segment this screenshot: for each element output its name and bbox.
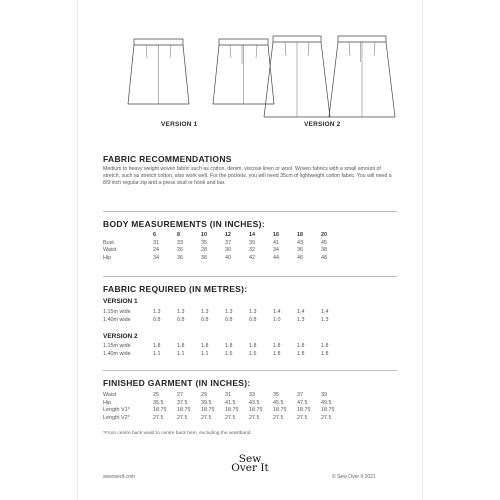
table-row	[103, 308, 345, 316]
size-header: 14	[249, 231, 255, 238]
table-cell: 0.8	[201, 316, 209, 323]
divider	[103, 276, 397, 277]
size-header: 16	[273, 231, 279, 238]
table-cell: 24	[153, 247, 159, 254]
table-cell: 1.3	[225, 308, 233, 315]
table-cell: 35.5	[153, 399, 164, 406]
table-cell: 0.8	[177, 316, 185, 323]
table-cell: 27.5	[321, 415, 332, 422]
divider	[103, 370, 397, 371]
table-cell: 1.5	[225, 350, 233, 357]
table-row	[103, 407, 345, 415]
table-cell: 1.5	[249, 350, 257, 357]
table-cell: 37	[225, 239, 231, 246]
table-row	[103, 414, 345, 422]
table-cell: 27.5	[177, 415, 188, 422]
table-cell: 27.5	[225, 415, 236, 422]
row-label: Waist	[103, 391, 117, 398]
table-cell: 43	[297, 239, 303, 246]
table-cell: 35	[201, 239, 207, 246]
table-cell: 27	[177, 391, 183, 398]
table-cell: 1.8	[297, 350, 305, 357]
footer-website: sewoverit.com	[103, 474, 135, 480]
table-cell: 46	[297, 255, 303, 262]
table-cell: 1.8	[273, 350, 281, 357]
table-cell: 39	[321, 391, 327, 398]
table-row	[103, 254, 345, 262]
table-cell: 33	[177, 239, 183, 246]
table-cell: 41	[273, 239, 279, 246]
table-cell: 37.5	[177, 399, 188, 406]
table-row	[103, 342, 345, 350]
table-cell: 18.75	[249, 407, 263, 414]
table-cell: 1.1	[177, 350, 185, 357]
table-cell: 31	[225, 391, 231, 398]
table-cell: 38	[321, 247, 327, 254]
table-cell: 37	[297, 391, 303, 398]
table-cell: 45	[321, 239, 327, 246]
version-2-back-drawing	[329, 36, 395, 117]
table-cell: 18.75	[225, 407, 239, 414]
version-2-front-drawing	[264, 36, 330, 117]
row-label: Waist	[103, 247, 117, 254]
table-row	[103, 316, 345, 324]
table-row	[103, 399, 345, 407]
table-cell: 1.3	[153, 308, 161, 315]
table-cell: 0.8	[249, 316, 257, 323]
table-cell: 34	[153, 255, 159, 262]
table-cell: 1.3	[177, 308, 185, 315]
size-header: 10	[201, 231, 207, 238]
table-cell: 31	[153, 239, 159, 246]
table-cell: 1.3	[297, 316, 305, 323]
finished-garment-table	[103, 391, 345, 422]
row-label: Length V1*	[103, 407, 130, 414]
table-cell: 1.8	[201, 342, 209, 349]
table-cell: 40	[225, 255, 231, 262]
pattern-info-sheet	[78, 0, 422, 500]
table-cell: 1.4	[321, 308, 329, 315]
table-cell: 26	[177, 247, 183, 254]
table-cell: 43.5	[249, 399, 260, 406]
table-cell: 30	[225, 247, 231, 254]
table-cell: 36	[297, 247, 303, 254]
row-label: Bust	[103, 239, 114, 246]
row-label: Hip	[103, 399, 112, 406]
fabric-required-heading: FABRIC REQUIRED (IN METRES):	[103, 284, 248, 294]
table-cell: 47.5	[297, 399, 308, 406]
body-measurements-table	[103, 231, 345, 262]
table-cell: 27.5	[153, 415, 164, 422]
divider	[103, 211, 397, 212]
table-cell: 1.3	[201, 308, 209, 315]
table-cell: 1.8	[249, 342, 257, 349]
logo-line-2: Over It	[231, 462, 269, 474]
table-cell: 49.5	[321, 399, 332, 406]
fabric-required-version-1-title: VERSION 1	[103, 298, 138, 305]
table-cell: 34	[273, 247, 279, 254]
table-cell: 27.5	[273, 415, 284, 422]
length-footnote: *From centre back waist to centre back hem, excluding the waistband.	[103, 431, 252, 436]
table-cell: 18.75	[177, 407, 191, 414]
table-cell: 18.75	[153, 407, 167, 414]
table-cell: 1.8	[153, 342, 161, 349]
table-cell: 45.5	[273, 399, 284, 406]
table-cell: 1.4	[273, 308, 281, 315]
size-header: 6	[153, 231, 156, 238]
sew-over-it-logo	[220, 455, 280, 473]
version-1-label: VERSION 1	[161, 121, 198, 128]
table-cell: 48	[321, 255, 327, 262]
table-cell: 44	[273, 255, 279, 262]
size-header: 8	[177, 231, 180, 238]
table-cell: 18.75	[201, 407, 215, 414]
row-label: 1.15m wide	[103, 342, 131, 349]
table-cell: 1.4	[297, 308, 305, 315]
table-cell: 41.5	[225, 399, 236, 406]
row-label: 1.15m wide	[103, 308, 131, 315]
table-cell: 1.3	[321, 316, 329, 323]
table-cell: 32	[249, 247, 255, 254]
table-cell: 1.1	[153, 350, 161, 357]
footer-copyright: © Sew Over It 2021	[332, 474, 376, 480]
table-cell: 0.8	[225, 316, 233, 323]
table-cell: 1.3	[249, 308, 257, 315]
size-header-row	[103, 231, 345, 239]
table-cell: 27.5	[297, 415, 308, 422]
table-cell: 39	[249, 239, 255, 246]
table-cell: 39.5	[201, 399, 212, 406]
version-1-back-drawing	[213, 39, 274, 104]
fabric-recommendations-text: Medium to heavy weight woven fabric such as cotton, denim, viscose linen or wool. Woven fabrics with a small amount of stretch, such as stretch cotton, also work well. For the pockets, you will need 35cm of lightweight cotton fabric. You will need a 8/9 inch regular zip and a press stud or hook and bar.	[103, 166, 392, 187]
table-row	[103, 247, 345, 255]
logo-line-1: Sew	[238, 453, 262, 465]
table-cell: 33	[249, 391, 255, 398]
table-cell: 1.0	[273, 316, 281, 323]
skirt-illustrations	[78, 0, 422, 125]
body-measurements-heading: BODY MEASUREMENTS (IN INCHES):	[103, 219, 265, 229]
size-header: 18	[297, 231, 303, 238]
table-cell: 18.75	[273, 407, 287, 414]
row-label: Hip	[103, 255, 112, 262]
table-cell: 0.8	[153, 316, 161, 323]
table-cell: 27.5	[249, 415, 260, 422]
row-label: 1.40m wide	[103, 316, 131, 323]
table-cell: 1.8	[225, 342, 233, 349]
table-cell: 25	[153, 391, 159, 398]
table-cell: 1.8	[321, 342, 329, 349]
table-cell: 1.8	[297, 342, 305, 349]
table-cell: 38	[201, 255, 207, 262]
table-cell: 35	[273, 391, 279, 398]
table-cell: 29	[201, 391, 207, 398]
table-cell: 42	[249, 255, 255, 262]
fabric-recommendations-heading: FABRIC RECOMMENDATIONS	[103, 154, 232, 164]
table-row	[103, 239, 345, 247]
table-cell: 1.8	[177, 342, 185, 349]
size-header: 20	[321, 231, 327, 238]
version-2-label: VERSION 2	[304, 121, 341, 128]
table-cell: 27.5	[201, 415, 212, 422]
table-row	[103, 391, 345, 399]
table-cell: 36	[177, 255, 183, 262]
table-cell: 18.75	[321, 407, 335, 414]
table-row	[103, 350, 345, 358]
fabric-required-version-2-table	[103, 342, 345, 358]
finished-garment-heading: FINISHED GARMENT (IN INCHES):	[103, 378, 251, 388]
table-cell: 1.8	[321, 350, 329, 357]
fabric-required-version-1-table	[103, 308, 345, 324]
table-cell: 28	[201, 247, 207, 254]
fabric-required-version-2-title: VERSION 2	[103, 333, 138, 340]
table-cell: 18.75	[297, 407, 311, 414]
table-cell: 1.8	[273, 342, 281, 349]
row-label: 1.40m wide	[103, 350, 131, 357]
size-header: 12	[225, 231, 231, 238]
table-cell: 1.1	[201, 350, 209, 357]
size-header-blank	[103, 231, 153, 239]
row-label: Length V2*	[103, 415, 130, 422]
version-1-front-drawing	[128, 39, 189, 104]
